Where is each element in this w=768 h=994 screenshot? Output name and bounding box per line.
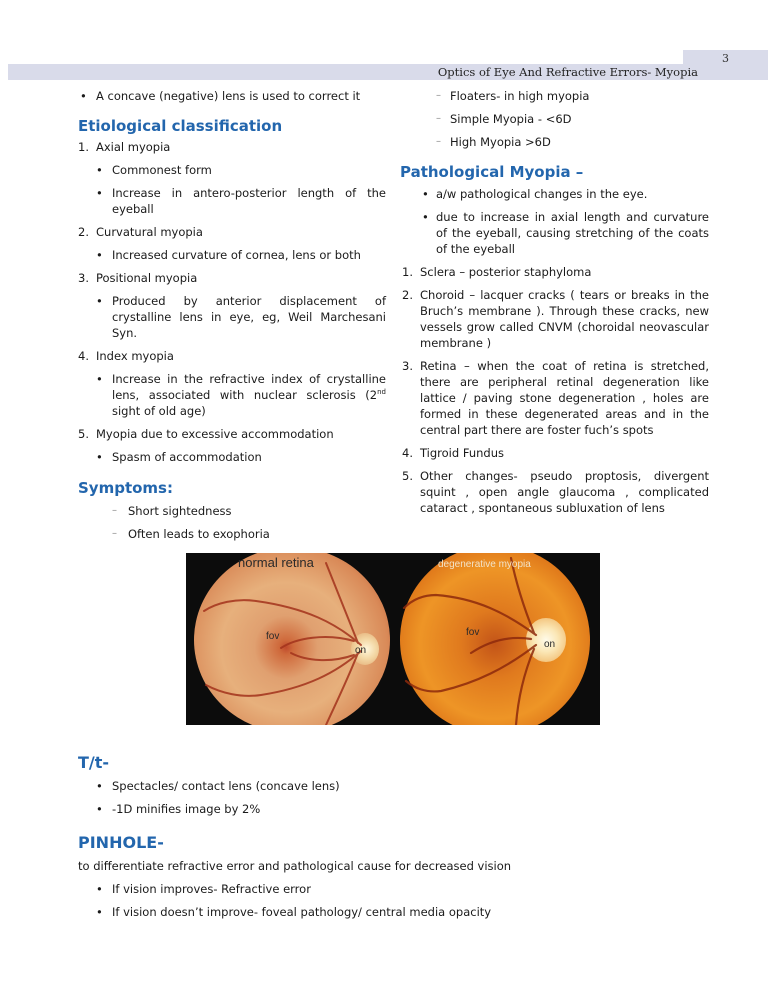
etiology-item-4 (78, 348, 386, 364)
etiology-number: 4. (78, 349, 89, 363)
etiology-label: Positional myopia (96, 271, 198, 285)
fundus-figure (186, 553, 600, 725)
pathology-item-3: 3. Retina – when the coat of retina is stretched, there are peripheral retinal degeneration like lattice / paving stone degeneration , holes are formed in these degenerated areas and in the central part there are foster fuch’s spots (402, 359, 709, 437)
etiology-item-3 (78, 270, 386, 286)
degenerative-retina-caption: degenerative myopia (438, 559, 531, 570)
pathology-item-2: 2. Choroid – lacquer cracks ( tears or breaks in the Bruch’s membrane ). Through these cracks, new vessels grow called CNVM (choroidal neovascular membrane ) (402, 288, 709, 350)
pathological-title: Pathological Myopia – (400, 163, 584, 181)
etiology-bullet: • Spasm of accommodation (78, 449, 386, 465)
normal-retina-caption: normal retina (238, 555, 314, 570)
intro-bullet: • A concave (negative) lens is used to correct it (62, 88, 386, 104)
disc-label-degenerative: on (544, 639, 556, 650)
etiological-title: Etiological classification (78, 117, 283, 135)
symptom-item: – Short sightedness (78, 503, 386, 519)
etiology-number: 2. (78, 225, 89, 239)
etiology-number: 1. (78, 140, 89, 154)
retinal-vessels (186, 553, 600, 725)
fovea-label-normal: fov (266, 631, 280, 642)
etiology-label: Index myopia (96, 349, 174, 363)
etiology-item-5 (78, 426, 386, 442)
running-head: Optics of Eye And Refractive Errors- Myopia (437, 65, 698, 79)
etiology-label: Myopia due to excessive accommodation (96, 427, 334, 441)
etiology-bullet: • Increase in the refractive index of crystalline lens, associated with nuclear sclerosis (2nd sight of old age) (78, 371, 386, 419)
etiology-bullet: • Increased curvature of cornea, lens or both (78, 247, 386, 263)
right-column (400, 88, 709, 516)
dash-item: – Floaters- in high myopia (400, 88, 709, 104)
pathology-bullet: • a/w pathological changes in the eye. (400, 186, 709, 202)
etiology-bullet: • Produced by anterior displacement of crystalline lens in eye, eg, Weil Marchesani Syn. (78, 293, 386, 341)
etiology-number: 3. (78, 271, 89, 285)
treatment-bullet: • Spectacles/ contact lens (concave lens) (78, 778, 698, 794)
etiology-item-2 (78, 224, 386, 240)
etiology-bullet: • Commonest form (78, 162, 386, 178)
pinhole-bullet: • If vision doesn’t improve- foveal pathology/ central media opacity (78, 904, 698, 920)
pinhole-bullet: • If vision improves- Refractive error (78, 881, 698, 897)
left-column (78, 88, 386, 542)
dash-item: – Simple Myopia - <6D (400, 111, 709, 127)
etiology-label: Axial myopia (96, 140, 171, 154)
pathology-bullet: • due to increase in axial length and curvature of the eyeball, causing stretching of the coats of the eyeball (400, 209, 709, 257)
etiology-item-1 (78, 139, 386, 155)
etiology-label: Curvatural myopia (96, 225, 203, 239)
pinhole-title: PINHOLE- (78, 833, 164, 852)
symptoms-title: Symptoms: (78, 479, 173, 497)
pathology-item-4: 4. Tigroid Fundus (402, 446, 504, 460)
pathology-item-1: 1. Sclera – posterior staphyloma (402, 265, 592, 279)
treatment-bullet: • -1D minifies image by 2% (78, 801, 698, 817)
disc-label-normal: on (355, 645, 367, 656)
bottom-section (78, 752, 698, 920)
pinhole-intro: to differentiate refractive error and pathological cause for decreased vision (78, 859, 512, 873)
symptom-item: – Often leads to exophoria (78, 526, 386, 542)
dash-item: – High Myopia >6D (400, 134, 709, 150)
pathology-item-5: 5. Other changes- pseudo proptosis, divergent squint , open angle glaucoma , complicated cataract , spontaneous subluxation of lens (402, 469, 709, 515)
treatment-title: T/t- (78, 753, 110, 772)
fovea-label-degenerative: fov (466, 627, 480, 638)
page-number: 3 (722, 52, 729, 65)
etiology-number: 5. (78, 427, 89, 441)
etiology-bullet: • Increase in antero-posterior length of the eyeball (78, 185, 386, 217)
